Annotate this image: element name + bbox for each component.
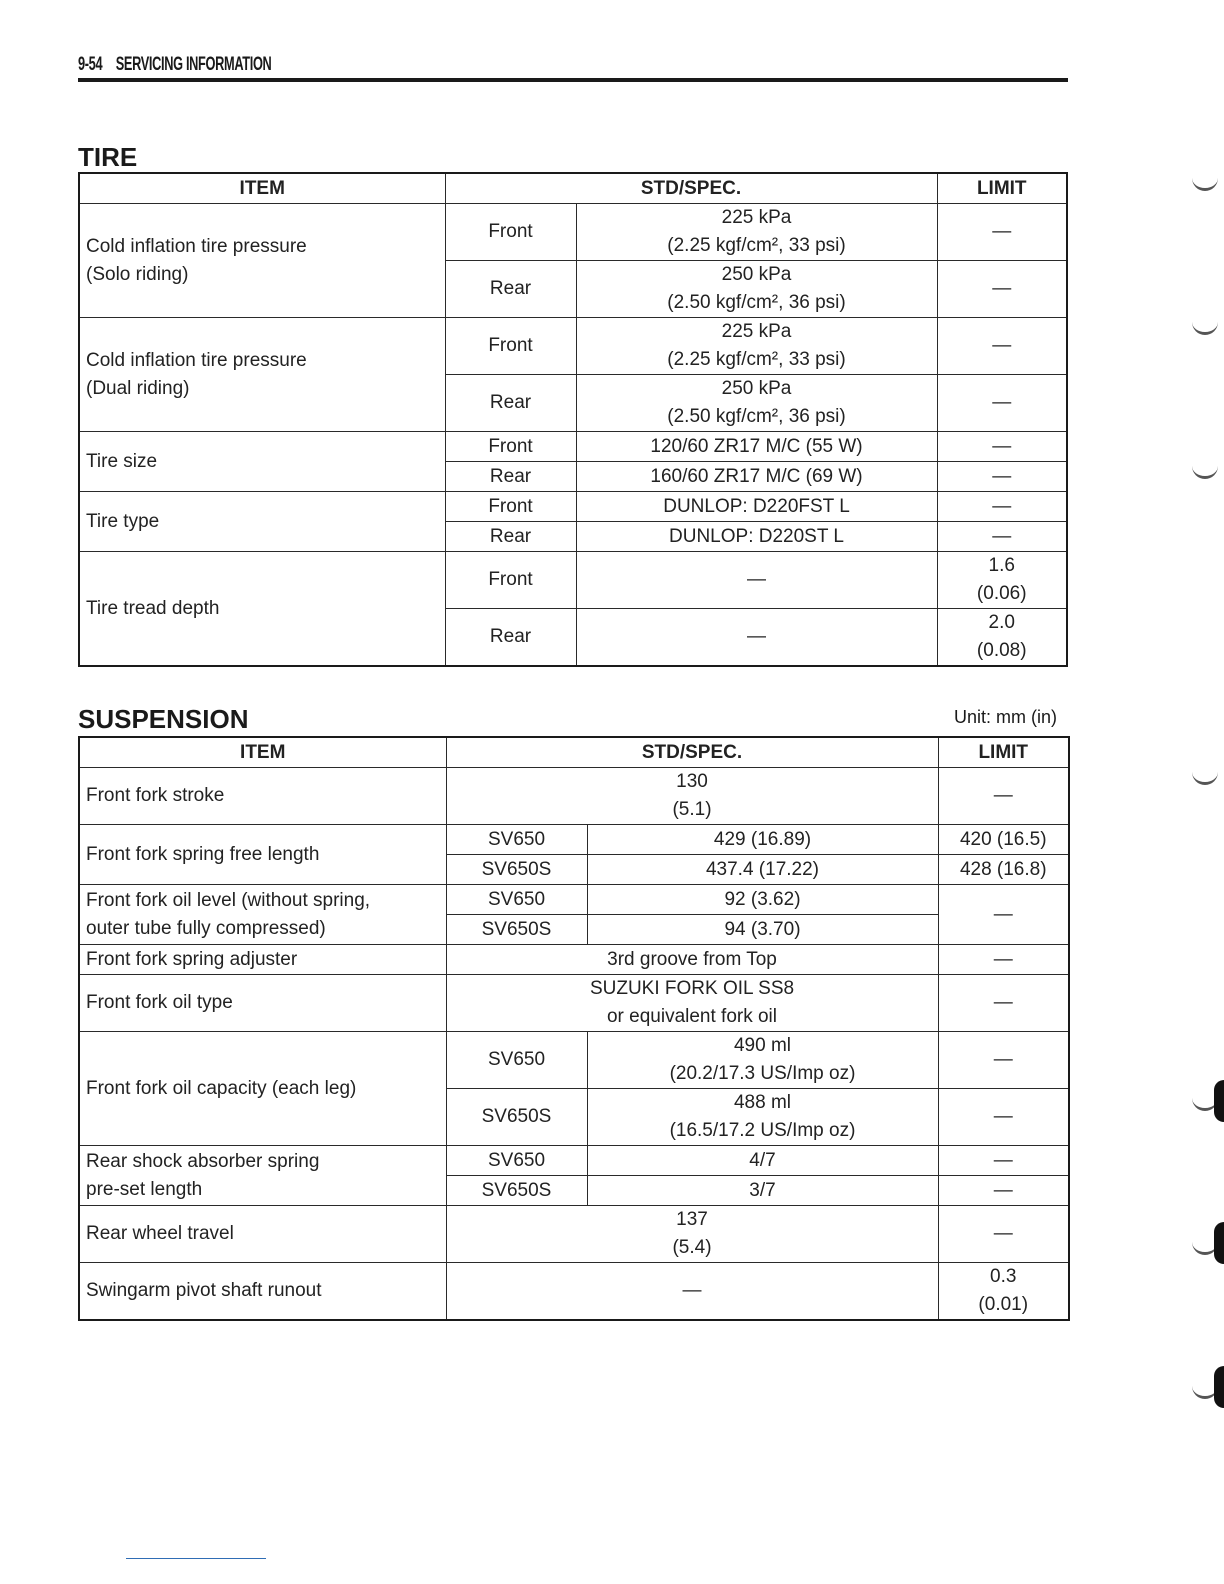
limit-cell bbox=[938, 768, 1069, 825]
item-cell bbox=[79, 552, 445, 667]
cell-line: 428 (16.8) bbox=[959, 858, 1047, 880]
index-tab bbox=[1192, 168, 1218, 191]
table-row bbox=[79, 432, 1067, 462]
table-row bbox=[79, 1206, 1069, 1263]
item-cell bbox=[79, 945, 446, 975]
spec-cell bbox=[587, 1146, 938, 1176]
index-tab-marker bbox=[1214, 1366, 1224, 1408]
model-cell: SV650S bbox=[446, 855, 587, 885]
cell-line: (0.08) bbox=[976, 640, 1027, 661]
limit-cell bbox=[938, 1263, 1069, 1321]
cell-line: Tire tread depth bbox=[86, 597, 220, 619]
cell-line: 137 bbox=[676, 1209, 708, 1230]
page-section-title: SERVICING INFORMATION bbox=[115, 54, 272, 75]
model-cell: SV650 bbox=[446, 1032, 587, 1089]
cell-line: (0.06) bbox=[976, 583, 1027, 604]
limit-cell bbox=[938, 1146, 1069, 1176]
position-cell: Rear bbox=[445, 261, 576, 318]
position-cell: Front bbox=[445, 318, 576, 375]
cell-line: (2.50 kgf/cm², 36 psi) bbox=[667, 406, 846, 427]
cell-line: (20.2/17.3 US/Imp oz) bbox=[669, 1063, 856, 1084]
tire-col-std: STD/SPEC. bbox=[445, 173, 937, 204]
limit-cell bbox=[938, 825, 1069, 855]
index-tab-marker bbox=[1214, 1222, 1224, 1264]
spec-cell bbox=[576, 522, 937, 552]
spec-cell bbox=[446, 945, 938, 975]
cell-line: — bbox=[992, 392, 1012, 413]
model-cell: SV650S bbox=[446, 1089, 587, 1146]
table-row bbox=[79, 825, 1069, 855]
page-header-text bbox=[78, 52, 305, 78]
cell-line: DUNLOP: D220FST L bbox=[663, 495, 850, 517]
model-cell: SV650 bbox=[446, 885, 587, 915]
cell-line: 250 kPa bbox=[721, 264, 792, 285]
limit-cell bbox=[937, 522, 1067, 552]
spec-cell bbox=[587, 1176, 938, 1206]
cell-line: — bbox=[992, 221, 1012, 242]
cell-line: 225 kPa bbox=[721, 321, 792, 342]
cell-line: Front fork stroke bbox=[86, 785, 225, 806]
tire-title: TIRE bbox=[78, 142, 138, 172]
table-row bbox=[79, 1263, 1069, 1321]
cell-line: — bbox=[993, 903, 1013, 925]
item-cell bbox=[79, 768, 446, 825]
cell-line: — bbox=[993, 785, 1013, 806]
item-cell bbox=[79, 204, 445, 318]
position-cell: Front bbox=[445, 432, 576, 462]
index-tab bbox=[1192, 456, 1218, 479]
cell-line: Front fork oil level (without spring, bbox=[86, 889, 371, 911]
cell-line: 3/7 bbox=[749, 1179, 776, 1201]
limit-cell bbox=[938, 1032, 1069, 1089]
limit-cell bbox=[938, 855, 1069, 885]
cell-line: outer tube fully compressed) bbox=[86, 917, 326, 939]
cell-line: 4/7 bbox=[749, 1149, 776, 1171]
tire-table bbox=[78, 172, 1068, 667]
position-cell: Front bbox=[445, 552, 576, 609]
cell-line: (2.25 kgf/cm², 33 psi) bbox=[667, 235, 846, 256]
tire-col-item: ITEM bbox=[79, 173, 445, 204]
cell-line: (2.25 kgf/cm², 33 psi) bbox=[667, 349, 846, 370]
cell-line: 3rd groove from Top bbox=[607, 948, 777, 970]
position-cell: Rear bbox=[445, 522, 576, 552]
table-row bbox=[79, 318, 1067, 375]
item-cell bbox=[79, 885, 446, 945]
spec-cell bbox=[587, 1089, 938, 1146]
spec-cell bbox=[576, 375, 937, 432]
cell-line: — bbox=[993, 1049, 1013, 1070]
limit-cell bbox=[938, 1089, 1069, 1146]
cell-line: — bbox=[993, 1223, 1013, 1244]
cell-line: Front fork oil capacity (each leg) bbox=[86, 1077, 357, 1099]
spec-cell bbox=[576, 204, 937, 261]
table-row bbox=[79, 945, 1069, 975]
spec-cell bbox=[576, 432, 937, 462]
cell-line: 0.3 bbox=[990, 1266, 1017, 1287]
cell-line: (5.4) bbox=[672, 1237, 712, 1258]
position-cell: Front bbox=[445, 492, 576, 522]
item-cell bbox=[79, 318, 445, 432]
limit-cell bbox=[938, 1176, 1069, 1206]
item-cell bbox=[79, 975, 446, 1032]
cell-line: (5.1) bbox=[672, 799, 712, 820]
spec-cell bbox=[576, 609, 937, 667]
position-cell: Rear bbox=[445, 609, 576, 667]
spec-cell bbox=[576, 462, 937, 492]
index-tab bbox=[1192, 762, 1218, 785]
limit-cell bbox=[938, 885, 1069, 945]
table-row bbox=[79, 885, 1069, 915]
limit-cell bbox=[937, 462, 1067, 492]
suspension-unit: Unit: mm (in) bbox=[954, 707, 1057, 727]
table-row bbox=[79, 1146, 1069, 1176]
cell-line: DUNLOP: D220ST L bbox=[669, 525, 844, 547]
page-header bbox=[78, 52, 1068, 82]
model-cell: SV650S bbox=[446, 915, 587, 945]
spec-cell bbox=[446, 1206, 938, 1263]
limit-cell bbox=[938, 1206, 1069, 1263]
cell-line: 2.0 bbox=[988, 612, 1015, 633]
spec-cell bbox=[587, 885, 938, 915]
cell-line: (Dual riding) bbox=[86, 377, 190, 399]
cell-line: 488 ml bbox=[733, 1092, 792, 1113]
cell-line: (16.5/17.2 US/Imp oz) bbox=[669, 1120, 856, 1141]
cell-line: 250 kPa bbox=[721, 378, 792, 399]
item-cell bbox=[79, 1146, 446, 1206]
limit-cell bbox=[937, 609, 1067, 667]
cell-line: 225 kPa bbox=[721, 207, 792, 228]
table-row bbox=[79, 1032, 1069, 1089]
model-cell: SV650 bbox=[446, 1146, 587, 1176]
cell-line: — bbox=[992, 465, 1012, 487]
index-tab bbox=[1192, 312, 1218, 335]
item-cell bbox=[79, 1206, 446, 1263]
cell-line: 490 ml bbox=[733, 1035, 792, 1056]
cell-line: (0.01) bbox=[978, 1294, 1029, 1315]
cell-line: Rear wheel travel bbox=[86, 1223, 234, 1244]
item-cell bbox=[79, 1032, 446, 1146]
cell-line: Front fork spring adjuster bbox=[86, 948, 298, 970]
cell-line: Tire size bbox=[86, 450, 158, 472]
cell-line: Front fork spring free length bbox=[86, 843, 320, 865]
tire-col-limit: LIMIT bbox=[937, 173, 1067, 204]
cell-line: (2.50 kgf/cm², 36 psi) bbox=[667, 292, 846, 313]
cell-line: 429 (16.89) bbox=[713, 828, 812, 850]
cell-line: 94 (3.70) bbox=[724, 918, 801, 940]
limit-cell bbox=[938, 975, 1069, 1032]
cell-line: Tire type bbox=[86, 510, 160, 532]
item-cell bbox=[79, 825, 446, 885]
spec-cell bbox=[576, 492, 937, 522]
cell-line: — bbox=[992, 435, 1012, 457]
cell-line: Rear shock absorber spring bbox=[86, 1150, 320, 1172]
cell-line: — bbox=[993, 1149, 1013, 1171]
spec-cell bbox=[576, 261, 937, 318]
cell-line: — bbox=[993, 1106, 1013, 1127]
limit-cell bbox=[937, 552, 1067, 609]
cell-line: Swingarm pivot shaft runout bbox=[86, 1280, 322, 1301]
cell-line: Cold inflation tire pressure bbox=[86, 235, 307, 257]
suspension-table bbox=[78, 736, 1070, 1321]
model-cell: SV650S bbox=[446, 1176, 587, 1206]
limit-cell bbox=[937, 375, 1067, 432]
table-row bbox=[79, 552, 1067, 609]
item-cell bbox=[79, 492, 445, 552]
spec-cell bbox=[587, 1032, 938, 1089]
spec-cell bbox=[446, 975, 938, 1032]
cell-line: or equivalent fork oil bbox=[606, 1006, 778, 1027]
suspension-title: SUSPENSION bbox=[78, 704, 249, 734]
table-row bbox=[79, 975, 1069, 1032]
cell-line: — bbox=[992, 278, 1012, 299]
table-row bbox=[79, 204, 1067, 261]
cell-line: — bbox=[992, 495, 1012, 517]
cell-line: — bbox=[747, 626, 766, 647]
susp-col-item: ITEM bbox=[79, 737, 446, 768]
footer-rule bbox=[126, 1558, 266, 1559]
cell-line: SUZUKI FORK OIL SS8 bbox=[589, 978, 795, 999]
spec-cell bbox=[587, 915, 938, 945]
cell-line: 160/60 ZR17 M/C (69 W) bbox=[650, 465, 863, 487]
table-row bbox=[79, 492, 1067, 522]
limit-cell bbox=[937, 204, 1067, 261]
spec-cell bbox=[587, 855, 938, 885]
cell-line: (Solo riding) bbox=[86, 263, 189, 285]
limit-cell bbox=[937, 432, 1067, 462]
cell-line: Front fork oil type bbox=[86, 992, 233, 1013]
cell-line: — bbox=[993, 1179, 1013, 1201]
limit-cell bbox=[937, 318, 1067, 375]
page-number: 9-54 bbox=[78, 54, 103, 75]
cell-line: — bbox=[992, 525, 1012, 547]
spec-cell bbox=[576, 552, 937, 609]
cell-line: 1.6 bbox=[988, 555, 1015, 576]
spec-cell bbox=[576, 318, 937, 375]
limit-cell bbox=[937, 492, 1067, 522]
limit-cell bbox=[937, 261, 1067, 318]
susp-col-std: STD/SPEC. bbox=[446, 737, 938, 768]
cell-line: — bbox=[993, 992, 1013, 1013]
cell-line: 437.4 (17.22) bbox=[705, 858, 820, 880]
table-row bbox=[79, 768, 1069, 825]
cell-line: 120/60 ZR17 M/C (55 W) bbox=[650, 435, 863, 457]
position-cell: Rear bbox=[445, 462, 576, 492]
index-tab-marker bbox=[1214, 1080, 1224, 1122]
spec-cell bbox=[446, 1263, 938, 1321]
cell-line: — bbox=[747, 569, 766, 590]
item-cell bbox=[79, 1263, 446, 1321]
cell-line: — bbox=[682, 1280, 702, 1301]
cell-line: 130 bbox=[676, 771, 708, 792]
limit-cell bbox=[938, 945, 1069, 975]
index-tabs bbox=[1184, 0, 1224, 1584]
item-cell bbox=[79, 432, 445, 492]
cell-line: 420 (16.5) bbox=[959, 828, 1047, 850]
cell-line: — bbox=[993, 948, 1013, 970]
cell-line: 92 (3.62) bbox=[724, 888, 801, 910]
position-cell: Rear bbox=[445, 375, 576, 432]
spec-cell bbox=[587, 825, 938, 855]
cell-line: Cold inflation tire pressure bbox=[86, 349, 307, 371]
position-cell: Front bbox=[445, 204, 576, 261]
cell-line: — bbox=[992, 335, 1012, 356]
model-cell: SV650 bbox=[446, 825, 587, 855]
susp-col-limit: LIMIT bbox=[938, 737, 1069, 768]
cell-line: pre-set length bbox=[86, 1178, 203, 1200]
spec-cell bbox=[446, 768, 938, 825]
